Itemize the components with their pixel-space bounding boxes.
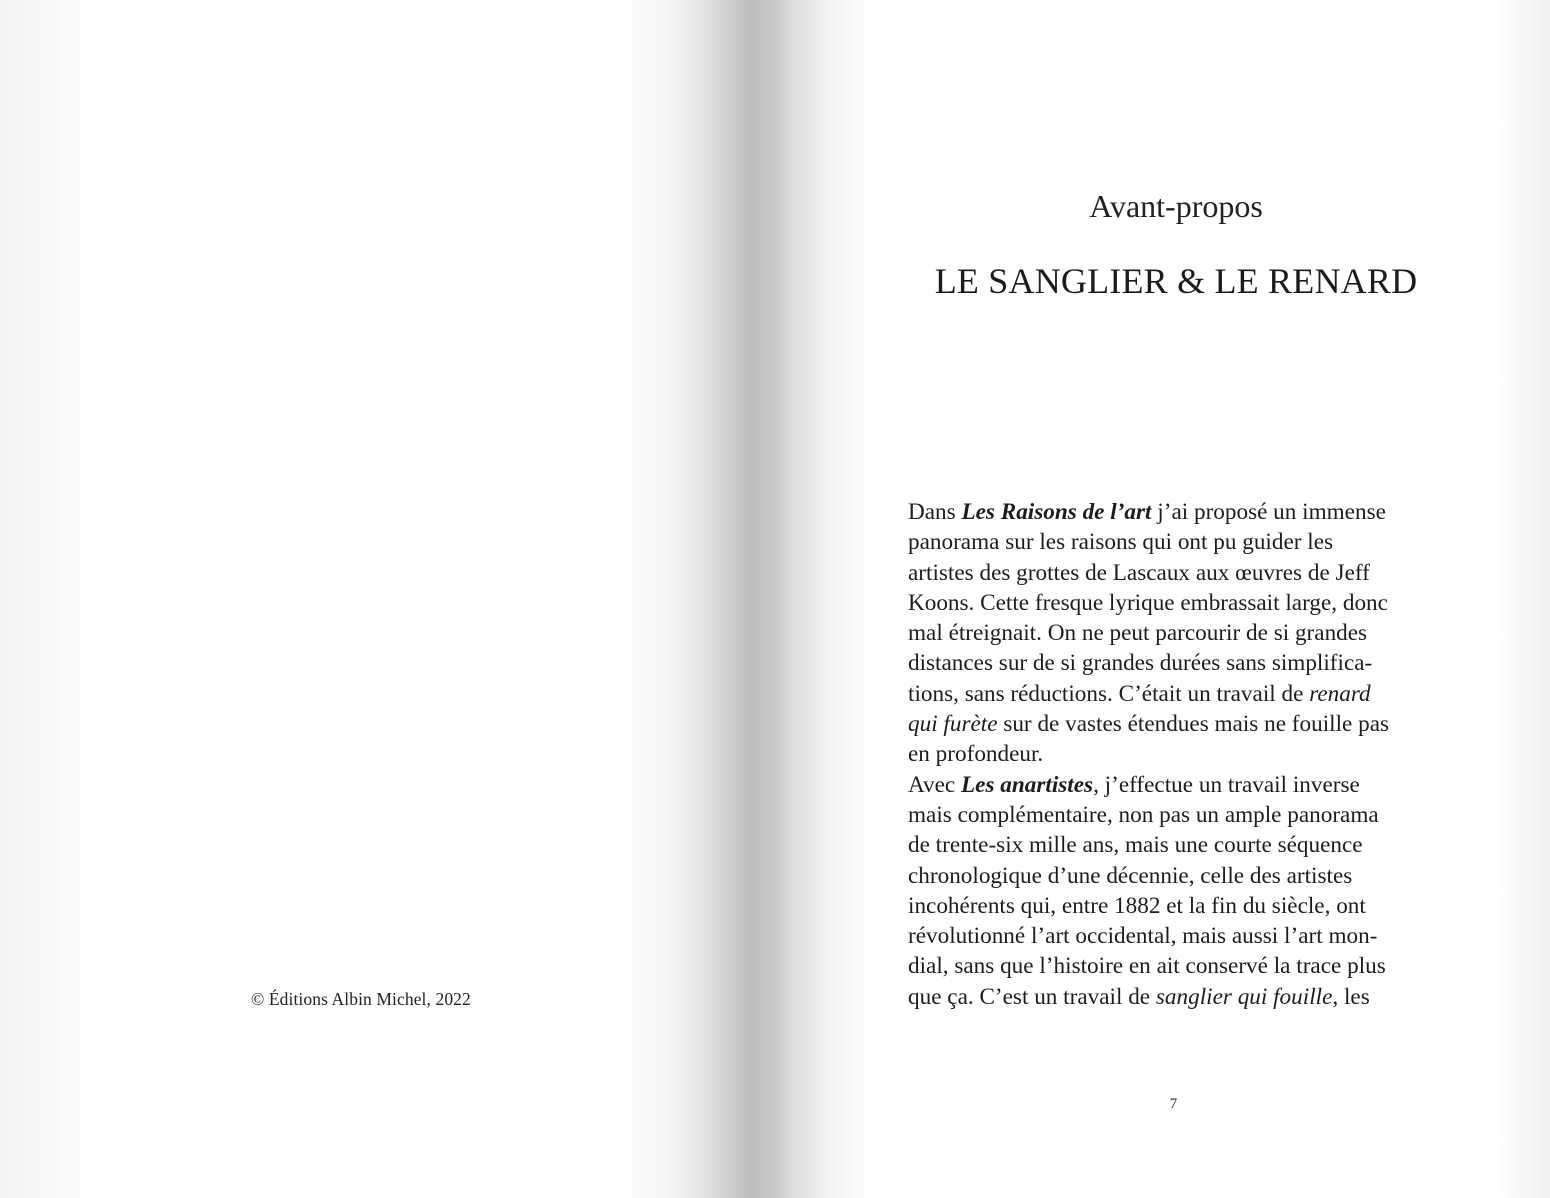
emphasis: qui furète	[908, 711, 998, 738]
text-line: tions, sans réductions. C’était un travail de renard	[908, 680, 1371, 707]
chapter-title: LE SANGLIER & LE RENARD	[934, 261, 1418, 301]
text-line: distances sur de si grandes durées sans simplifica-	[908, 650, 1373, 677]
text-line: Koons. Cette fresque lyrique embrassait large, donc	[908, 589, 1388, 616]
text-line: de trente-six mille ans, mais une courte séquence	[908, 832, 1363, 859]
text-line: en profondeur.	[908, 741, 1044, 768]
text-line: que ça. C’est un travail de sanglier qui fouille, les	[908, 983, 1370, 1010]
paragraph-2	[908, 770, 1444, 1012]
text-line: artistes des grottes de Lascaux aux œuvres de Jeff	[908, 559, 1370, 586]
text-line: qui furète sur de vastes étendues mais ne fouille pas	[908, 711, 1390, 738]
book-title-reference: Les anartistes	[961, 771, 1094, 798]
text-line: panorama sur les raisons qui ont pu guider les	[908, 529, 1334, 556]
text-line: dial, sans que l’histoire en ait conservé la trace plus	[908, 953, 1386, 980]
body-text	[908, 497, 1444, 1012]
emphasis: sanglier qui fouille	[1155, 983, 1333, 1010]
right-page	[775, 0, 1550, 1198]
text-line: mal étreignait. On ne peut parcourir de si grandes	[908, 620, 1368, 647]
emphasis: renard	[1309, 680, 1371, 707]
text-line: incohérents qui, entre 1882 et la fin du siècle, ont	[908, 892, 1366, 919]
text-line: mais complémentaire, non pas un ample panorama	[908, 801, 1379, 828]
paragraph-1	[908, 497, 1444, 770]
copyright-notice: © Éditions Albin Michel, 2022	[251, 989, 471, 1009]
text-line: chronologique d’une décennie, celle des artistes	[908, 862, 1353, 889]
book-title-reference: Les Raisons de l’art	[961, 499, 1152, 525]
text-line: Avec Les anartistes, j’effectue un travail inverse	[908, 771, 1360, 798]
section-kicker: Avant-propos	[1089, 188, 1263, 224]
page-number: 7	[1169, 1096, 1178, 1112]
text-line: Dans Les Raisons de l’art j’ai proposé un immense	[908, 499, 1386, 525]
left-page	[0, 0, 760, 1198]
text-line: révolutionné l’art occidental, mais aussi l’art mon-	[908, 923, 1378, 950]
